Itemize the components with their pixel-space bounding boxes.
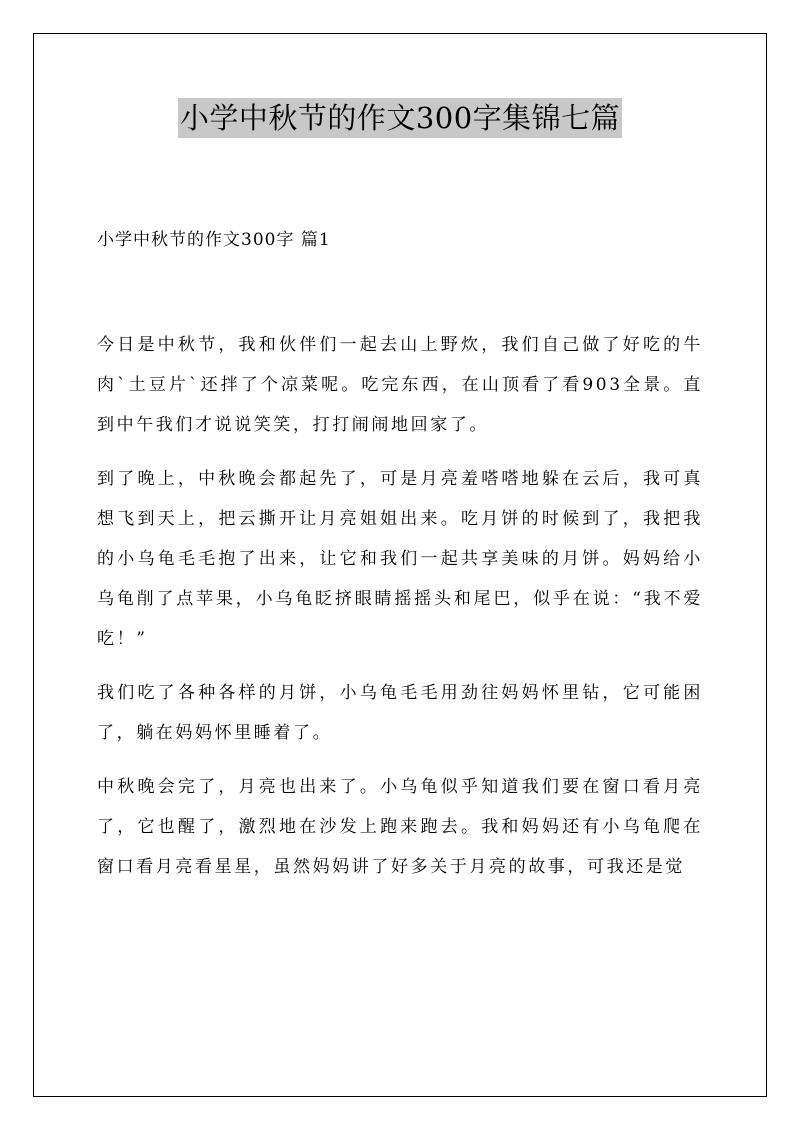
paragraph-3: 我们吃了各种各样的月饼，小乌龟毛毛用劲往妈妈怀里钻，它可能困了，躺在妈妈怀里睡着了。 <box>97 683 703 743</box>
document-title: 小学中秋节的作文300字集锦七篇 <box>178 98 622 138</box>
section-heading: 小学中秋节的作文300字 篇1 <box>97 230 331 250</box>
title-container <box>0 98 800 138</box>
paragraph-2: 到了晚上，中秋晚会都起先了，可是月亮羞嗒嗒地躲在云后，我可真想飞到天上，把云撕开让月亮姐姐出来。吃月饼的时候到了，我把我的小乌龟毛毛抱了出来，让它和我们一起共享美味的月饼。妈妈给小乌龟削了点苹果，小乌龟眨挤眼睛摇摇头和尾巴，似乎在说：“我不爱吃！” <box>97 469 703 649</box>
paragraph-1: 今日是中秋节，我和伙伴们一起去山上野炊，我们自己做了好吃的牛肉`土豆片`还拌了个凉菜呢。吃完东西，在山顶看了看903全景。直到中午我们才说说笑笑，打打闹闹地回家了。 <box>97 335 703 435</box>
paragraph-4: 中秋晚会完了，月亮也出来了。小乌龟似乎知道我们要在窗口看月亮了，它也醒了，激烈地在沙发上跑来跑去。我和妈妈还有小乌龟爬在窗口看月亮看星星，虽然妈妈讲了好多关于月亮的故事，可我还是觉 <box>97 777 703 877</box>
article-body <box>97 325 703 901</box>
